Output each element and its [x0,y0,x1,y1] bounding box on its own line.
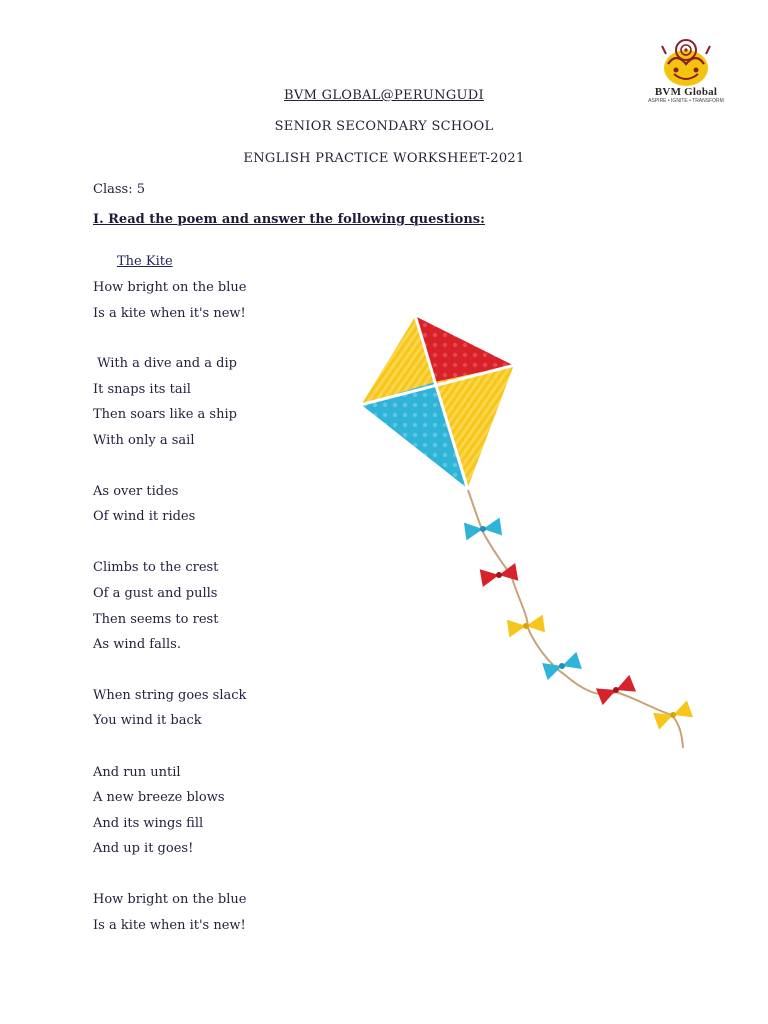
poem-line: With a dive and a dip [93,356,237,371]
kite-illustration [350,310,700,755]
poem-line: Is a kite when it's new! [93,918,246,933]
poem-line: With only a sail [93,433,195,448]
kite-bow-red-1 [480,563,519,587]
poem-line: Is a kite when it's new! [93,306,246,321]
instruction-heading: I. Read the poem and answer the following questions: [93,212,485,227]
class-label: Class: 5 [93,182,145,197]
kite-bow-cyan-1 [464,518,502,541]
poem-line: Then seems to rest [93,612,219,627]
school-level: SENIOR SECONDARY SCHOOL [274,119,494,134]
logo-tagline: ASPIRE • IGNITE • TRANSFORM [648,98,724,104]
poem-line: And up it goes! [93,841,194,856]
poem-line: It snaps its tail [93,382,191,397]
poem-line: Of wind it rides [93,509,196,524]
poem-line: And run until [93,765,181,780]
poem-line: And its wings fill [93,816,204,831]
kite-bow-red-2 [596,675,636,705]
poem-line: As wind falls. [93,637,181,652]
school-name: BVM GLOBAL@PERUNGUDI [284,88,484,103]
kite-bow-yellow-2 [653,700,693,729]
poem-line: Then soars like a ship [93,407,237,422]
poem-line: You wind it back [93,713,202,728]
logo-name: BVM Global [654,86,718,98]
poem-line: As over tides [93,484,179,499]
poem-line: Climbs to the crest [93,560,219,575]
poem-line: How bright on the blue [93,280,247,295]
poem-line: How bright on the blue [93,892,247,907]
worksheet-title: ENGLISH PRACTICE WORKSHEET-2021 [243,151,525,166]
poem-line: Of a gust and pulls [93,586,218,601]
logo-emblem-icon [646,34,726,88]
poem-title: The Kite [117,254,173,269]
kite-bow-cyan-2 [542,652,582,680]
poem-line: A new breeze blows [93,790,225,805]
poem-line: When string goes slack [93,688,247,703]
